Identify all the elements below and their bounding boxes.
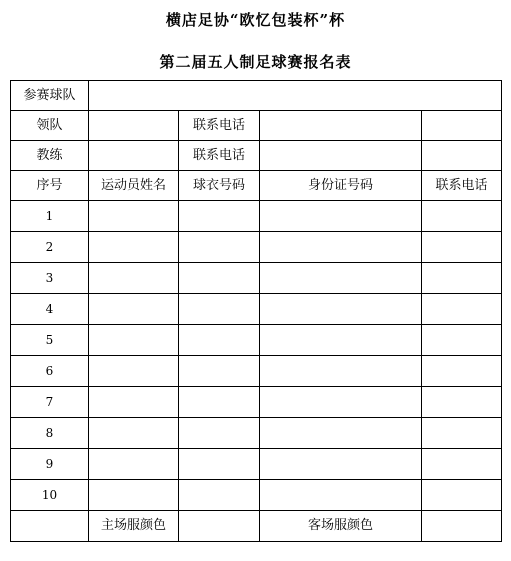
player-name-cell[interactable] [89, 387, 179, 418]
player-name-cell[interactable] [89, 294, 179, 325]
leader-label: 领队 [11, 111, 89, 141]
player-number: 2 [11, 232, 89, 263]
player-number: 5 [11, 325, 89, 356]
player-row [11, 294, 502, 325]
player-jersey-cell[interactable] [179, 201, 260, 232]
player-row [11, 232, 502, 263]
form-subtitle: 第二届五人制足球赛报名表 [159, 53, 352, 71]
player-row [11, 201, 502, 232]
player-row [11, 263, 502, 294]
player-id-cell[interactable] [260, 387, 422, 418]
player-name-cell[interactable] [89, 201, 179, 232]
column-header-jersey: 球衣号码 [179, 171, 260, 201]
player-row [11, 418, 502, 449]
player-name-cell[interactable] [89, 232, 179, 263]
player-phone-cell[interactable] [422, 387, 502, 418]
player-name-cell[interactable] [89, 263, 179, 294]
column-header-row [11, 171, 502, 201]
player-jersey-cell[interactable] [179, 325, 260, 356]
leader-phone-input-cell[interactable] [260, 111, 422, 141]
player-number: 7 [11, 387, 89, 418]
coach-phone-label: 联系电话 [179, 141, 260, 171]
player-id-cell[interactable] [260, 294, 422, 325]
player-name-cell[interactable] [89, 418, 179, 449]
player-name-cell[interactable] [89, 325, 179, 356]
player-phone-cell[interactable] [422, 263, 502, 294]
home-kit-label: 主场服颜色 [89, 511, 179, 542]
player-phone-cell[interactable] [422, 480, 502, 511]
player-jersey-cell[interactable] [179, 387, 260, 418]
player-phone-cell[interactable] [422, 449, 502, 480]
coach-label: 教练 [11, 141, 89, 171]
column-header-id: 身份证号码 [260, 171, 422, 201]
coach-phone-input-cell[interactable] [260, 141, 422, 171]
leader-row [11, 111, 502, 141]
player-phone-cell[interactable] [422, 232, 502, 263]
player-id-cell[interactable] [260, 418, 422, 449]
player-row [11, 325, 502, 356]
player-phone-cell[interactable] [422, 356, 502, 387]
player-jersey-cell[interactable] [179, 232, 260, 263]
player-number: 3 [11, 263, 89, 294]
player-name-cell[interactable] [89, 449, 179, 480]
player-number: 6 [11, 356, 89, 387]
player-row [11, 387, 502, 418]
player-id-cell[interactable] [260, 325, 422, 356]
player-jersey-cell[interactable] [179, 356, 260, 387]
leader-extra-cell[interactable] [422, 111, 502, 141]
away-kit-label: 客场服颜色 [260, 511, 422, 542]
player-jersey-cell[interactable] [179, 294, 260, 325]
player-id-cell[interactable] [260, 480, 422, 511]
player-phone-cell[interactable] [422, 294, 502, 325]
home-kit-input-cell[interactable] [179, 511, 260, 542]
player-name-cell[interactable] [89, 480, 179, 511]
player-phone-cell[interactable] [422, 325, 502, 356]
coach-extra-cell[interactable] [422, 141, 502, 171]
player-number: 8 [11, 418, 89, 449]
player-row [11, 480, 502, 511]
team-row [11, 81, 502, 111]
registration-table [10, 80, 502, 542]
player-number: 9 [11, 449, 89, 480]
player-jersey-cell[interactable] [179, 263, 260, 294]
player-row [11, 449, 502, 480]
player-id-cell[interactable] [260, 449, 422, 480]
form-title: 横店足协“欧忆包装杯”杯 [165, 11, 346, 29]
player-name-cell[interactable] [89, 356, 179, 387]
coach-row [11, 141, 502, 171]
leader-input-cell[interactable] [89, 111, 179, 141]
column-header-no: 序号 [11, 171, 89, 201]
player-phone-cell[interactable] [422, 201, 502, 232]
kit-color-row [11, 511, 502, 542]
player-number: 10 [11, 480, 89, 511]
player-id-cell[interactable] [260, 263, 422, 294]
away-kit-input-cell[interactable] [422, 511, 502, 542]
column-header-phone: 联系电话 [422, 171, 502, 201]
player-jersey-cell[interactable] [179, 480, 260, 511]
player-id-cell[interactable] [260, 356, 422, 387]
player-phone-cell[interactable] [422, 418, 502, 449]
player-jersey-cell[interactable] [179, 418, 260, 449]
leader-phone-label: 联系电话 [179, 111, 260, 141]
column-header-name: 运动员姓名 [89, 171, 179, 201]
player-row [11, 356, 502, 387]
player-id-cell[interactable] [260, 232, 422, 263]
team-label: 参赛球队 [11, 81, 89, 111]
coach-input-cell[interactable] [89, 141, 179, 171]
team-input-cell[interactable] [89, 81, 502, 111]
player-number: 4 [11, 294, 89, 325]
kit-row-blank-cell [11, 511, 89, 542]
player-id-cell[interactable] [260, 201, 422, 232]
player-number: 1 [11, 201, 89, 232]
player-jersey-cell[interactable] [179, 449, 260, 480]
